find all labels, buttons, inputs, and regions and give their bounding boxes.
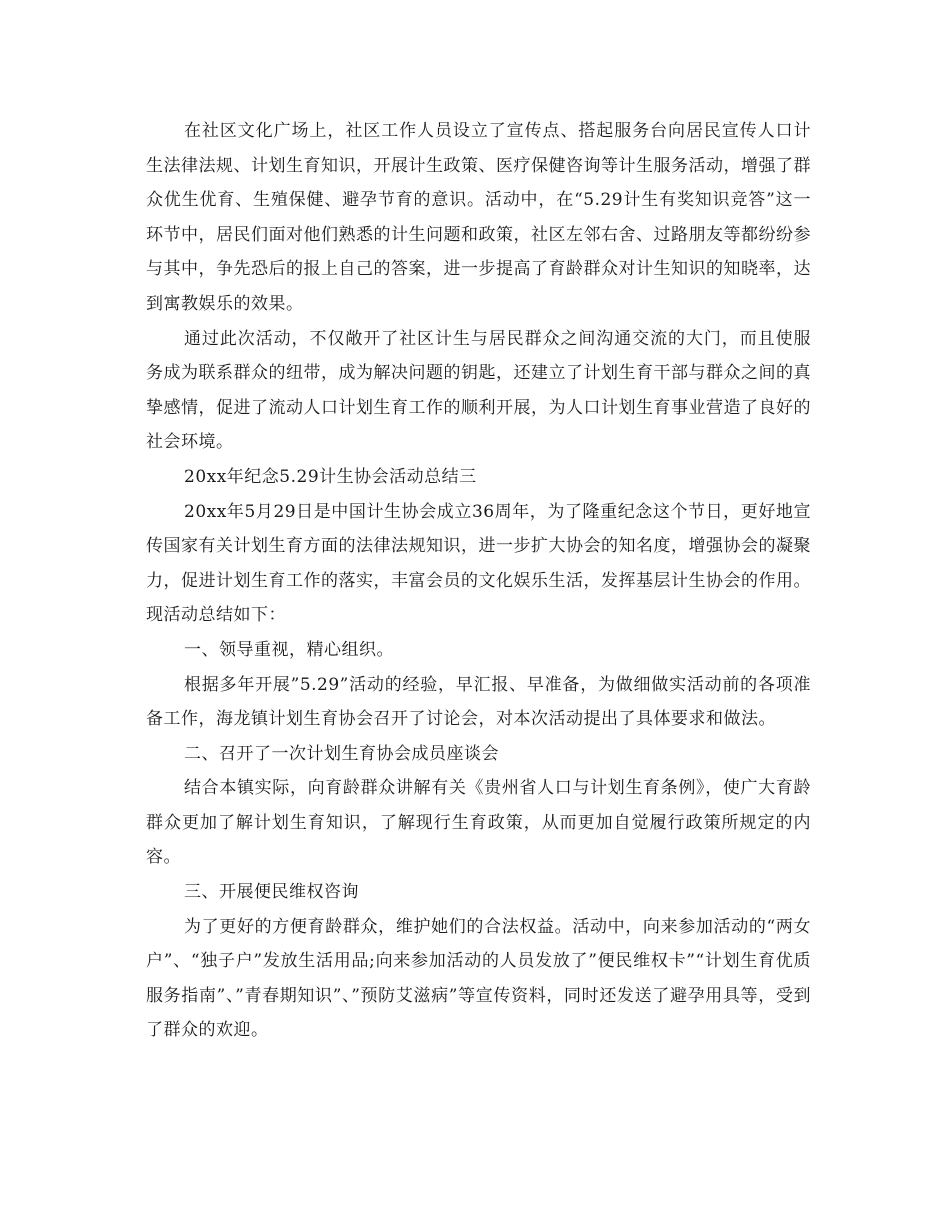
paragraph-activity-outcome: 通过此次活动，不仅敞开了社区计生与居民群众之间沟通交流的大门，而且使服务成为联系群众的纽带，成为解决问题的钥匙，还建立了计划生育干部与群众之间的真挚感情，促进了流动人口计划生育工作的顺利开展，为人口计划生育事业营造了良好的社会环境。 bbox=[146, 328, 811, 453]
document-body bbox=[146, 114, 811, 1048]
heading-leadership: 一、领导重视，精心组织。 bbox=[184, 639, 394, 660]
paragraph-summary-intro: 20xx年5月29日是中国计生协会成立36周年，为了隆重纪念这个节日，更好地宣传国家有关计划生育方面的法律法规知识，进一步扩大协会的知名度，增强协会的凝聚力，促进计划生育工作的落实，丰富会员的文化娱乐生活，发挥基层计生协会的作用。现活动总结如下： bbox=[146, 501, 811, 626]
heading-symposium: 二、召开了一次计划生育协会成员座谈会 bbox=[184, 743, 499, 764]
paragraph-consultation: 为了更好的方便育龄群众，维护她们的合法权益。活动中，向来参加活动的“两女户”、“独子户”发放生活用品;向来参加活动的人员发放了”便民维权卡”“计划生育优质服务指南”、”青春期知识”、”预防艾滋病”等宣传资料，同时还发送了避孕用具等，受到了群众的欢迎。 bbox=[146, 916, 811, 1041]
heading-consultation: 三、开展便民维权咨询 bbox=[184, 882, 359, 903]
paragraph-leadership: 根据多年开展”5.29”活动的经验，早汇报、早准备，为做细做实活动前的各项准备工作，海龙镇计划生育协会召开了讨论会，对本次活动提出了具体要求和做法。 bbox=[146, 674, 811, 730]
paragraph-activity-description: 在社区文化广场上，社区工作人员设立了宣传点、搭起服务台向居民宣传人口计生法律法规、计划生育知识，开展计生政策、医疗保健咨询等计生服务活动，增强了群众优生优育、生殖保健、避孕节育的意识。活动中，在“5.29计生有奖知识竞答”这一环节中，居民们面对他们熟悉的计生问题和政策，社区左邻右舍、过路朋友等都纷纷参与其中，争先恐后的报上自己的答案，进一步提高了育龄群众对计生知识的知晓率，达到寓教娱乐的效果。 bbox=[146, 121, 811, 314]
section-title-summary-three: 20xx年纪念5.29计生协会活动总结三 bbox=[184, 466, 477, 487]
paragraph-symposium: 结合本镇实际，向育龄群众讲解有关《贵州省人口与计划生育条例》，使广大育龄群众更加了解计划生育知识，了解现行生育政策，从而更加自觉履行政策所规定的内容。 bbox=[146, 778, 811, 868]
